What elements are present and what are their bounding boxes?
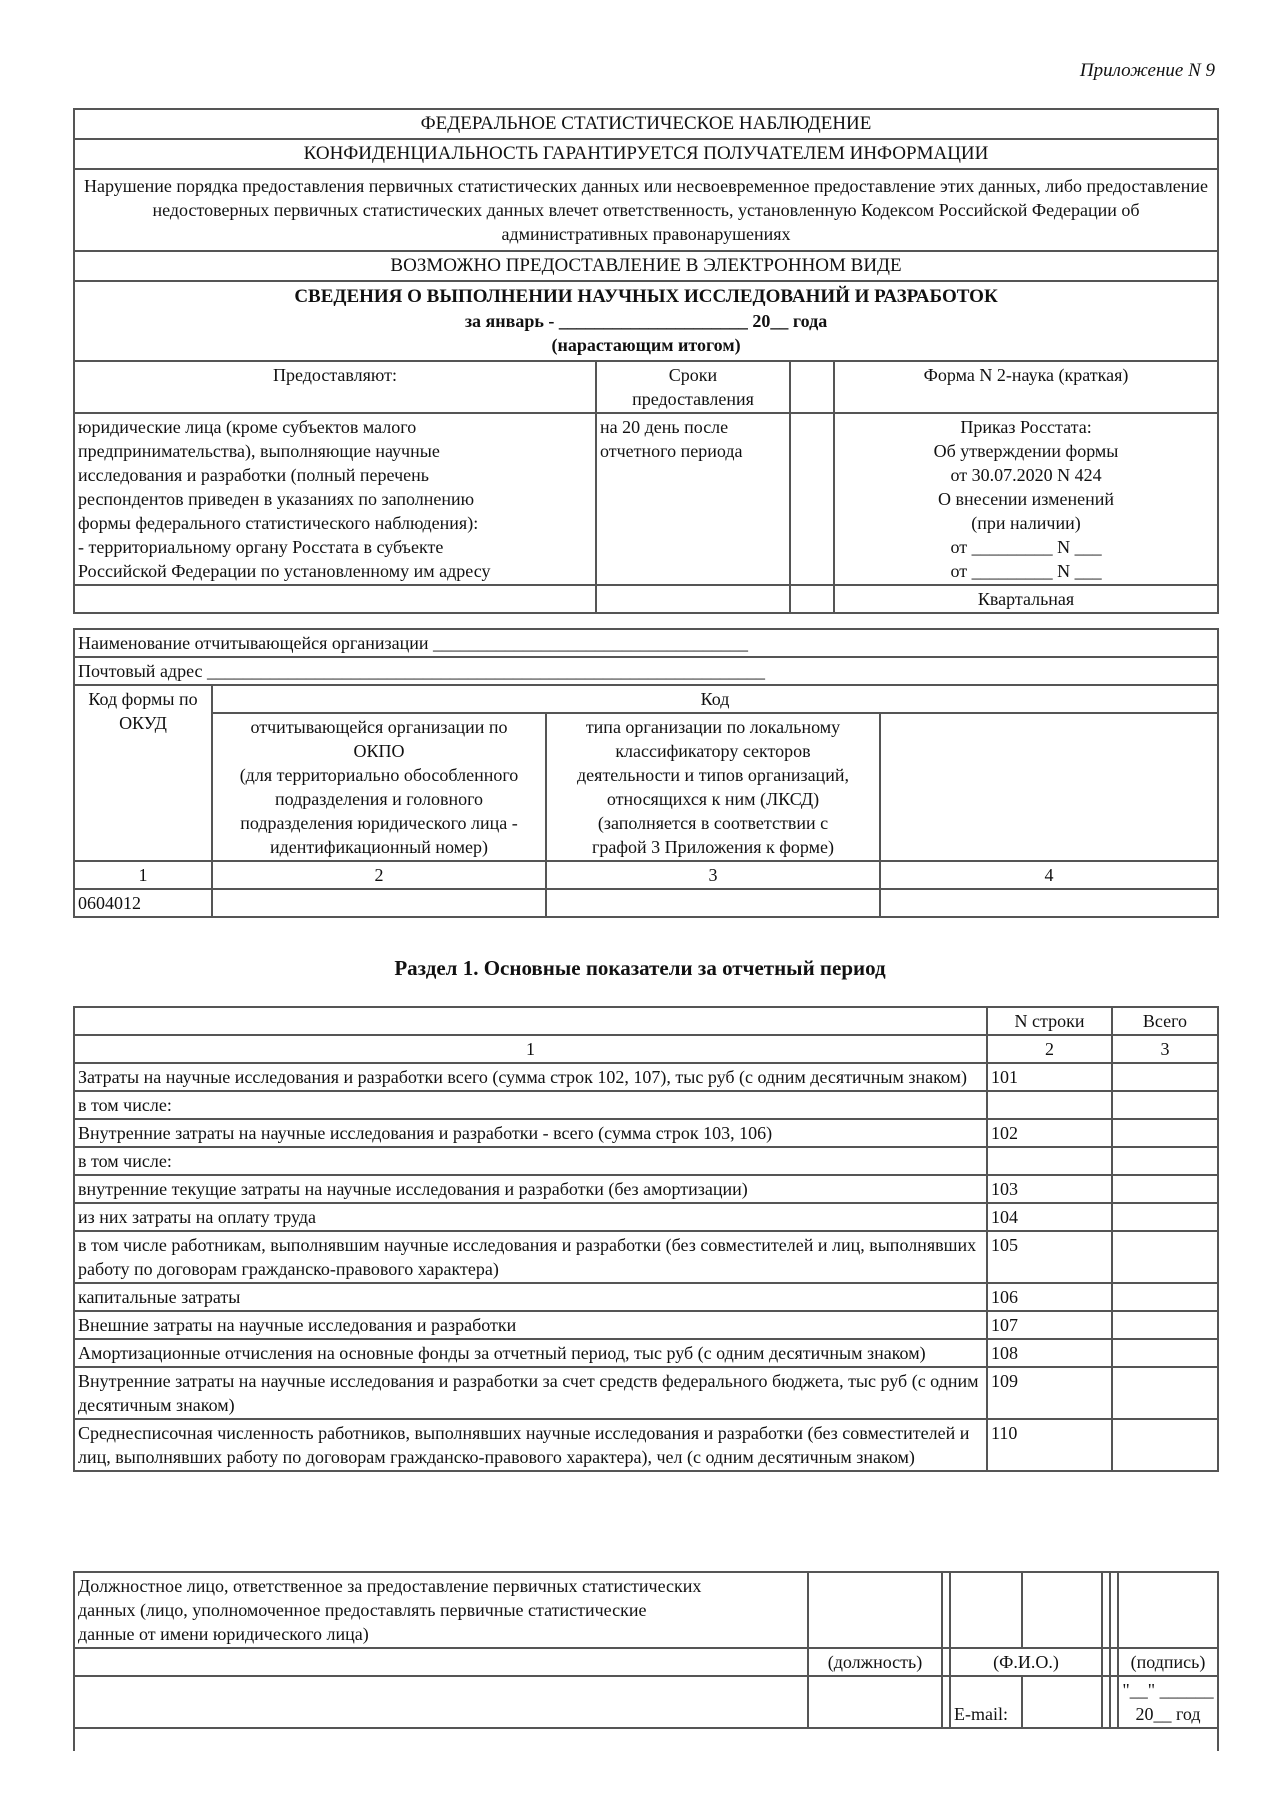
col-number: 4 (880, 861, 1218, 889)
section-1-title: Раздел 1. Основные показатели за отчетный период (394, 956, 886, 980)
total-header: Всего (1112, 1007, 1218, 1035)
row-line-number: 107 (987, 1311, 1112, 1339)
gap-cell (1102, 1676, 1110, 1728)
row-label: Среднесписочная численность работников, выполнявших научные исследования и разработки (без совместителей и лиц, выполнявших работу по договорам гражданско-правового характера), чел (с одним десятичным знаком) (74, 1419, 987, 1471)
row-total-input[interactable] (1112, 1175, 1218, 1203)
table-row (74, 1175, 1218, 1203)
okud-code-value: 0604012 (74, 889, 212, 917)
gap-cell (942, 1648, 950, 1676)
row-line-number: 104 (987, 1203, 1112, 1231)
row-label: в том числе: (74, 1091, 987, 1119)
row-line-number (987, 1091, 1112, 1119)
row-total-input[interactable] (1112, 1283, 1218, 1311)
rosstat-order: Приказ Росстата: Об утверждении формы от 30.07.2020 N 424 О внесении изменений (при наличии) от _________ N ___ от _________ N ___ (834, 413, 1218, 585)
row-line-number: 102 (987, 1119, 1112, 1147)
okpo-label: отчитывающейся организации по ОКПО (для территориально обособленного подразделения и головного подразделения юридического лица - идентификационный номер) (212, 713, 546, 861)
lksd-label: типа организации по локальному классификатору секторов деятельности и типов организаций, относящихся к ним (ЛКСД) (заполняется в соответствии с графой 3 Приложения к форме) (546, 713, 880, 861)
table-row (74, 1063, 1218, 1091)
empty-cell (74, 1676, 808, 1728)
date-field[interactable]: "__" ______ 20__ год (1118, 1676, 1218, 1728)
postal-address-field[interactable]: Почтовый адрес ______________________________________________________________ (74, 657, 1218, 685)
fio-input[interactable] (950, 1572, 1022, 1648)
row-label: Амортизационные отчисления на основные фонды за отчетный период, тыс руб (с одним десятичным знаком) (74, 1339, 987, 1367)
gap-cell (1110, 1676, 1118, 1728)
official-description: Должностное лицо, ответственное за предоставление первичных статистических данных (лицо, уполномоченное предоставлять первичные статистические данные от имени юридического лица) (74, 1572, 808, 1648)
federal-observation-heading: ФЕДЕРАЛЬНОЕ СТАТИСТИЧЕСКОЕ НАБЛЮДЕНИЕ (74, 109, 1218, 139)
row-total-input[interactable] (1112, 1367, 1218, 1419)
spacer-cell (790, 413, 834, 585)
row-total-input[interactable] (1112, 1063, 1218, 1091)
extra-code-input[interactable] (880, 889, 1218, 917)
gap-cell (942, 1572, 950, 1648)
org-name-field[interactable]: Наименование отчитывающейся организации ___________________________________ (74, 629, 1218, 657)
empty-cell (790, 585, 834, 613)
liability-warning: Нарушение порядка предоставления первичных статистических данных или несвоевременное предоставление этих данных, либо предоставление недостоверных первичных статистических данных влечет ответственность, установленную Кодексом Российской Федерации об административных правонарушениях (74, 169, 1218, 251)
col-number: 1 (74, 1035, 987, 1063)
signature-caption: (подпись) (1118, 1648, 1218, 1676)
signature-input[interactable] (1118, 1572, 1218, 1648)
deadline-label: Сроки предоставления (596, 361, 790, 413)
gap-cell (1102, 1572, 1110, 1648)
codes-table (73, 628, 1219, 918)
signature-table (73, 1571, 1219, 1751)
position-caption: (должность) (808, 1648, 942, 1676)
header-table (73, 108, 1219, 614)
confidentiality-heading: КОНФИДЕНЦИАЛЬНОСТЬ ГАРАНТИРУЕТСЯ ПОЛУЧАТЕЛЕМ ИНФОРМАЦИИ (74, 139, 1218, 169)
section-1-table (73, 1006, 1219, 1472)
fio-input-2[interactable] (1022, 1572, 1102, 1648)
email-input[interactable] (1022, 1676, 1102, 1728)
row-label: из них затраты на оплату труда (74, 1203, 987, 1231)
col-number: 3 (546, 861, 880, 889)
row-label: Внешние затраты на научные исследования и разработки (74, 1311, 987, 1339)
providers-label: Предоставляют: (74, 361, 596, 413)
electronic-submission-heading: ВОЗМОЖНО ПРЕДОСТАВЛЕНИЕ В ЭЛЕКТРОННОМ ВИДЕ (74, 251, 1218, 281)
empty-header (74, 1007, 987, 1035)
empty-cell (74, 585, 596, 613)
table-row (74, 1203, 1218, 1231)
email-label: E-mail: (950, 1676, 1022, 1728)
col-number: 1 (74, 861, 212, 889)
respondents-text: юридические лица (кроме субъектов малого предпринимательства), выполняющие научные исследования и разработки (полный перечень респондентов приведен в указаниях по заполнению формы федерального статистического наблюдения): - территориальному органу Росстата в субъекте Российской Федерации по установленному им адресу (74, 413, 596, 585)
row-line-number: 108 (987, 1339, 1112, 1367)
gap-cell (1110, 1648, 1118, 1676)
phone-input[interactable] (808, 1676, 942, 1728)
empty-cell (596, 585, 790, 613)
line-number-header: N строки (987, 1007, 1112, 1035)
table-row (74, 1119, 1218, 1147)
gap-cell (942, 1676, 950, 1728)
row-total-input[interactable] (1112, 1203, 1218, 1231)
row-line-number (987, 1147, 1112, 1175)
form-title: СВЕДЕНИЯ О ВЫПОЛНЕНИИ НАУЧНЫХ ИССЛЕДОВАНИЙ И РАЗРАБОТОК (294, 286, 998, 307)
okpo-input[interactable] (212, 889, 546, 917)
row-label: в том числе: (74, 1147, 987, 1175)
table-row (74, 1339, 1218, 1367)
code-label: Код (212, 685, 1218, 713)
row-line-number: 103 (987, 1175, 1112, 1203)
table-row (74, 1283, 1218, 1311)
row-label: в том числе работникам, выполнявшим научные исследования и разработки (без совместителей и лиц, выполнявших работу по договорам гражданско-правового характера) (74, 1231, 987, 1283)
row-label: Внутренние затраты на научные исследования и разработки за счет средств федерального бюджета, тыс руб (с одним десятичным знаком) (74, 1367, 987, 1419)
deadline-text: на 20 день после отчетного периода (596, 413, 790, 585)
okud-label: Код формы по ОКУД (74, 685, 212, 861)
table-row (74, 1419, 1218, 1471)
row-line-number: 110 (987, 1419, 1112, 1471)
spacer-cell (790, 361, 834, 413)
row-line-number: 109 (987, 1367, 1112, 1419)
row-line-number: 106 (987, 1283, 1112, 1311)
empty-cell (74, 1648, 808, 1676)
row-label: внутренние текущие затраты на научные исследования и разработки (без амортизации) (74, 1175, 987, 1203)
gap-cell (1102, 1648, 1110, 1676)
cumulative-note: (нарастающим итогом) (551, 335, 741, 355)
position-input[interactable] (808, 1572, 942, 1648)
table-row (74, 1311, 1218, 1339)
col-number: 2 (987, 1035, 1112, 1063)
bottom-strip (74, 1728, 1218, 1751)
report-frequency: Квартальная (834, 585, 1218, 613)
row-total-input[interactable] (1112, 1147, 1218, 1175)
fio-caption: (Ф.И.О.) (950, 1648, 1102, 1676)
form-name: Форма N 2-наука (краткая) (834, 361, 1218, 413)
row-total-input[interactable] (1112, 1119, 1218, 1147)
table-row (74, 1091, 1218, 1119)
row-total-input[interactable] (1112, 1091, 1218, 1119)
row-total-input[interactable] (1112, 1231, 1218, 1283)
row-label: Затраты на научные исследования и разработки всего (сумма строк 102, 107), тыс руб (с одним десятичным знаком) (74, 1063, 987, 1091)
col-number: 3 (1112, 1035, 1218, 1063)
row-total-input[interactable] (1112, 1339, 1218, 1367)
empty-code-header (880, 713, 1218, 861)
form-title-block (74, 281, 1218, 361)
col-number: 2 (212, 861, 546, 889)
row-label: капитальные затраты (74, 1283, 987, 1311)
gap-cell (1110, 1572, 1118, 1648)
table-row (74, 1231, 1218, 1283)
table-row (74, 1367, 1218, 1419)
row-total-input[interactable] (1112, 1311, 1218, 1339)
lksd-input[interactable] (546, 889, 880, 917)
form-period: за январь - _____________________ 20__ года (464, 311, 828, 331)
row-line-number: 105 (987, 1231, 1112, 1283)
table-row (74, 1147, 1218, 1175)
row-line-number: 101 (987, 1063, 1112, 1091)
row-label: Внутренние затраты на научные исследования и разработки - всего (сумма строк 103, 106) (74, 1119, 987, 1147)
row-total-input[interactable] (1112, 1419, 1218, 1471)
appendix-number: Приложение N 9 (1079, 60, 1215, 81)
